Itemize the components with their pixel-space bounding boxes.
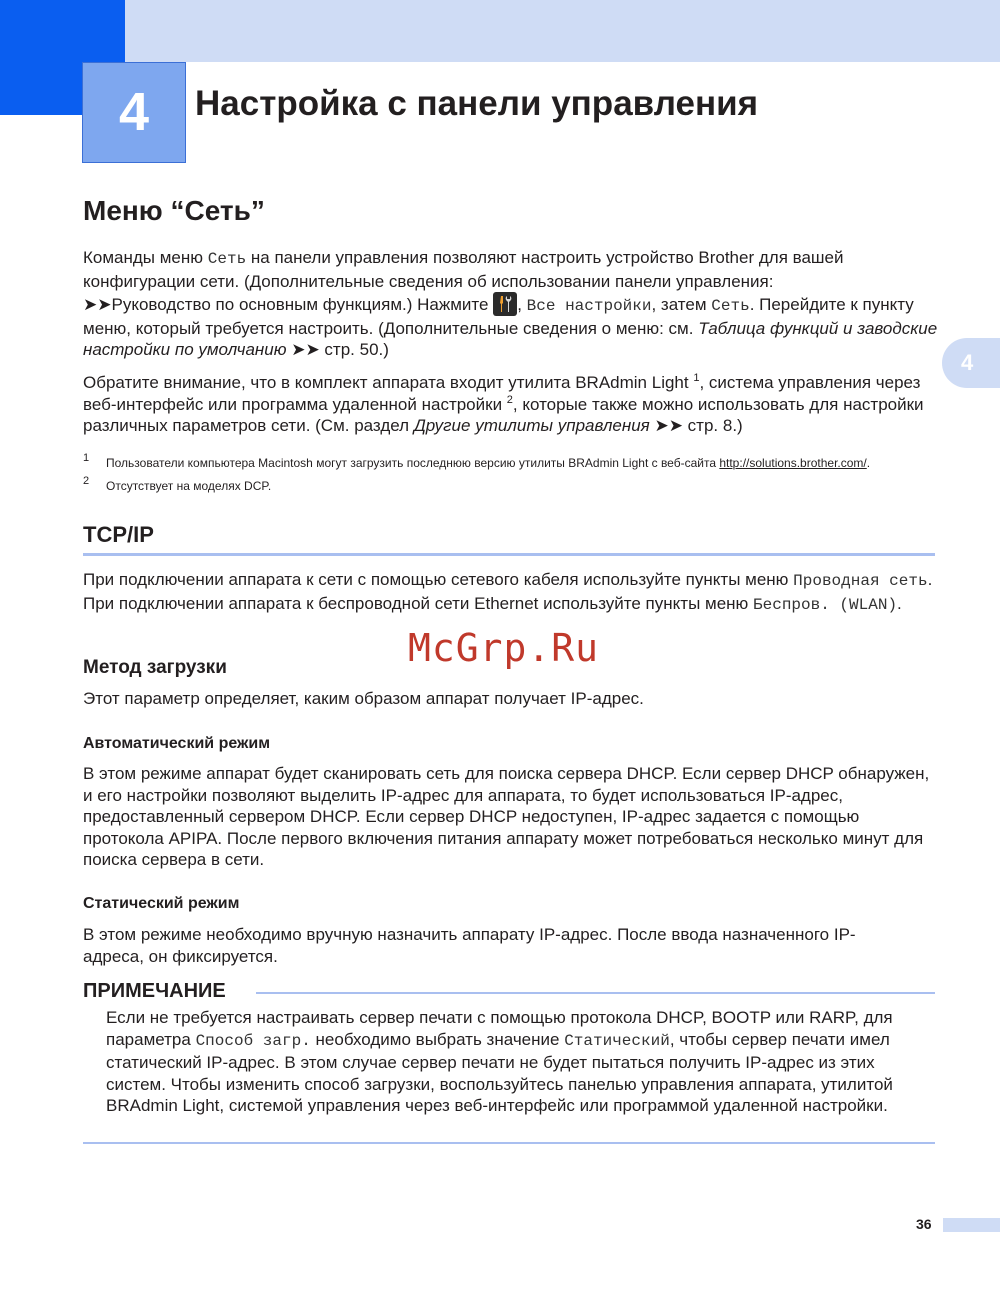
menu-name: Все настройки [526,297,652,315]
heading-static-mode: Статический режим [83,895,240,912]
text: необходимо выбрать значение [310,1029,565,1049]
chapter-title: Настройка с панели управления [195,84,759,123]
text: . [866,456,871,470]
footnote-ref[interactable]: 1 [693,372,700,384]
footnote-ref[interactable]: 2 [506,393,513,406]
text: ➤➤Руководство по основным функциям.) Нажмите [83,295,494,314]
menu-name: Беспров. (WLAN) [753,595,898,614]
footnote-number: 2 [83,475,90,487]
text: При подключении аппарата к сети с помощью сетевого кабеля используйте пункты меню [83,570,794,589]
cross-reference-link[interactable]: Таблица функций и заводские настройки по умолчанию [83,318,938,359]
footer-bar [943,1218,1000,1232]
settings-tools-icon [493,292,517,316]
text: Обратите внимание, что в комплект аппарата входит утилита BRAdmin Light [83,373,694,392]
menu-name: Проводная сеть [793,572,928,590]
text: Если не требуется настраивать сервер печати с помощью протокола DHCP, BOOTP или RARP, для параметра [106,1008,893,1049]
text: В этом режиме необходимо вручную назначить аппарату IP-адрес. После ввода назначенного IP-адреса, он фиксируется. [83,925,856,966]
tcpip-paragraph [83,569,943,616]
text: ➤➤ стр. 50.) [286,340,389,359]
watermark: McGrp.Ru [408,626,600,670]
text: на панели управления позволяют настроить устройство Brother для вашей конфигурации сети. (Дополнительные сведения об использовании панели управления: [83,248,844,291]
solutions-link[interactable]: http://solutions.brother.com/ [719,456,867,470]
text: Команды меню [83,248,208,267]
side-tab-label: 4 [961,350,974,375]
text: . Перейдите к пункту меню, который требуется настроить. (Дополнительные сведения о меню: см. [83,295,914,338]
auto-mode-paragraph [83,763,941,871]
note-heading: ПРИМЕЧАНИЕ [83,980,226,1002]
page-number: 36 [916,1216,932,1232]
text: , [517,295,527,314]
note-body [106,1007,936,1117]
divider [83,553,935,556]
menu-name: Сеть [711,297,750,315]
text: ➤➤ стр. 8.) [649,416,743,435]
menu-paragraph-1 [83,247,943,361]
text: Этот параметр определяет, каким образом аппарат получает IP-адрес. [83,689,644,708]
menu-name: Способ загр. [195,1031,311,1050]
section-heading-tcpip: TCP/IP [83,522,154,547]
text: , система управления через веб-интерфейс или программа удаленной настройки [83,373,921,414]
text: . При подключении аппарата к беспроводной сети Ethernet используйте пункты меню [83,570,933,613]
text: В этом режиме аппарат будет сканировать сеть для поиска сервера DHCP. Если сервер DHCP обнаружен, и его настройки позволяют выделить IP-адрес для аппарата, то будет использоваться IP-адрес, предоставленный сервером DHCP. Если сервер DHCP недоступен, IP-адрес задается с помощью протокола APIPA. После первого включения питания аппарату может потребоваться несколько минут для поиска сервера в сети. [83,764,930,869]
boot-method-paragraph [83,688,943,710]
text: , чтобы сервер печати имел статический IP-адрес. В этом случае сервер печати не будет пытаться получить IP-адрес из этих систем. Чтобы изменить способ загрузки, воспользуйтесь панелью управления аппарата, утилитой BRAdmin Light, системой управления через веб-интерфейс или программой удаленной настройки. [106,1029,893,1115]
text: , затем [651,295,712,314]
footnote-text: Отсутствует на моделях DCP. [106,479,272,493]
footnote-text: Пользователи компьютера Macintosh могут загрузить последнюю версию утилиты BRAdmin Light с веб-сайта [106,456,720,470]
side-chapter-tab[interactable] [942,338,1000,388]
static-mode-paragraph [83,924,913,967]
divider [256,992,935,994]
cross-reference-link[interactable]: Другие утилиты управления [413,416,650,435]
section-heading-menu: Меню “Сеть” [83,195,265,226]
chapter-number: 4 [82,62,186,163]
divider [83,1142,935,1144]
heading-auto-mode: Автоматический режим [83,735,271,752]
text: , которые также можно использовать для настройки различных параметров сети. (См. раздел [83,394,924,435]
menu-name: Статический [564,1031,670,1050]
menu-name: Сеть [207,250,247,268]
footnote-number: 1 [83,452,90,464]
header-band [0,0,1000,62]
heading-boot-method: Метод загрузки [83,657,227,678]
text: . [897,593,902,613]
menu-paragraph-2 [83,372,943,437]
